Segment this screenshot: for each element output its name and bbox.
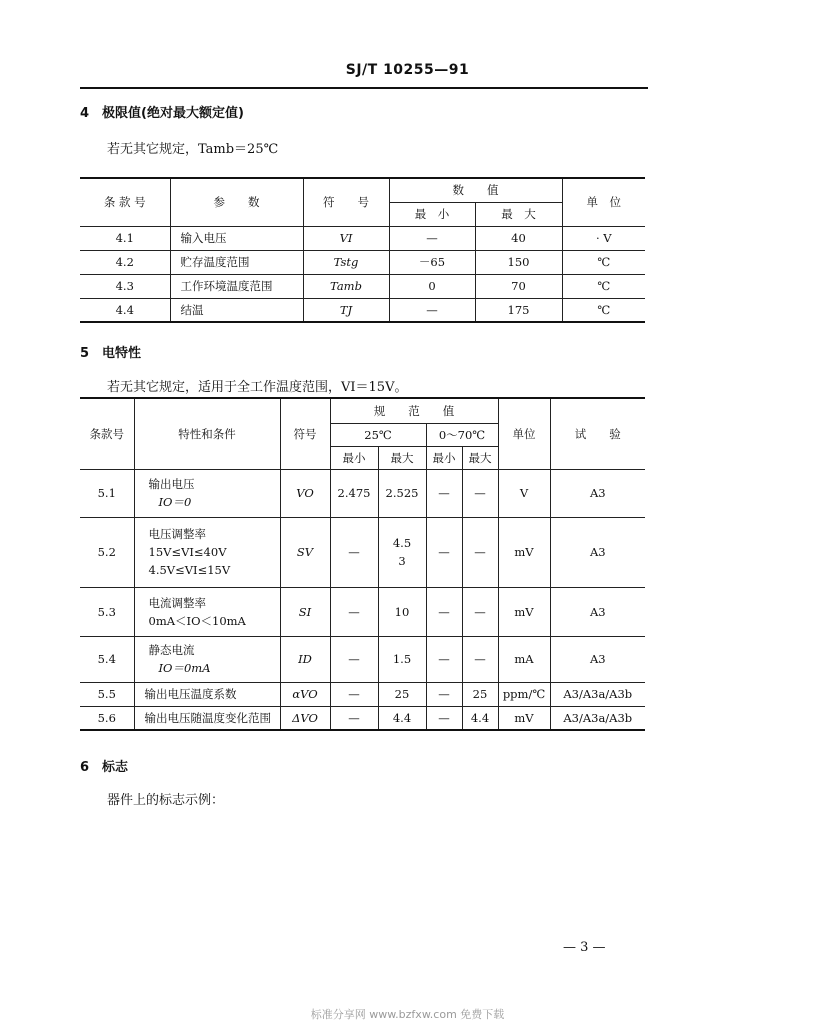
table-row xyxy=(80,298,645,322)
t2-cond-line: 15V≤VI≤40V xyxy=(148,545,227,559)
electrical-characteristics-table xyxy=(80,397,645,731)
t1-min: －65 xyxy=(389,250,475,274)
t1-header-clause: 条 款 号 xyxy=(80,178,170,226)
t2-unit: mV xyxy=(498,517,550,587)
t2-cond-name: 电压调整率 xyxy=(148,527,206,541)
table-row xyxy=(80,250,645,274)
t2-maxR: — xyxy=(462,636,498,682)
t2-minR: — xyxy=(426,636,462,682)
t2-min25: — xyxy=(330,517,378,587)
t2-cond-name: 电流调整率 xyxy=(148,595,206,610)
t1-max: 150 xyxy=(475,250,562,274)
t2-header-unit: 单位 xyxy=(498,398,550,469)
t2-symbol: SI xyxy=(280,587,330,636)
t2-max25: 4.5 3 xyxy=(378,517,426,587)
t2-clause: 5.1 xyxy=(80,469,134,517)
t1-clause: 4.3 xyxy=(80,274,170,298)
t1-max: 175 xyxy=(475,298,562,322)
section-5-heading xyxy=(80,342,141,361)
t1-param: 输入电压 xyxy=(170,226,303,250)
t2-unit: mV xyxy=(498,706,550,730)
section-4-number: 4 xyxy=(80,106,90,121)
t1-min: — xyxy=(389,298,475,322)
t1-symbol: Tstg xyxy=(303,250,389,274)
t1-header-min: 最 小 xyxy=(389,202,475,226)
table-row xyxy=(80,517,645,587)
t2-test: A3 xyxy=(550,636,645,682)
section-4-title: 极限值(绝对最大额定值) xyxy=(102,106,244,121)
t2-header-max-25: 最大 xyxy=(378,446,426,469)
t2-max25: 10 xyxy=(378,587,426,636)
t2-minR: — xyxy=(426,469,462,517)
t2-min25: — xyxy=(330,682,378,706)
document-code: SJ/T 10255—91 xyxy=(345,62,470,78)
table-row xyxy=(80,469,645,517)
t2-unit: V xyxy=(498,469,550,517)
t2-condition xyxy=(134,636,280,682)
t2-cond-name: 输出电压温度系数 xyxy=(134,682,280,706)
section-5-condition: 若无其它规定，适用于全工作温度范围，VI＝15V。 xyxy=(107,380,408,395)
t1-param: 贮存温度范围 xyxy=(170,250,303,274)
t1-header-max: 最 大 xyxy=(475,202,562,226)
t2-cond-name: 输出电压 xyxy=(148,477,195,491)
table-row xyxy=(80,226,645,250)
t2-header-25c: 25℃ xyxy=(330,423,426,446)
t2-maxR: — xyxy=(462,587,498,636)
t1-max: 70 xyxy=(475,274,562,298)
t1-unit: ℃ xyxy=(562,274,645,298)
section-6-number: 6 xyxy=(80,760,90,775)
t2-symbol: αVO xyxy=(280,682,330,706)
t2-clause: 5.3 xyxy=(80,587,134,636)
t2-max25: 1.5 xyxy=(378,636,426,682)
t2-cond-line: IO＝0mA xyxy=(158,661,211,675)
table-row xyxy=(80,636,645,682)
t2-unit: mA xyxy=(498,636,550,682)
t2-cond-line: 0mA＜IO＜10mA xyxy=(148,613,246,628)
t1-max: 40 xyxy=(475,226,562,250)
t2-cond-name: 输出电压随温度变化范围 xyxy=(134,706,280,730)
t2-test: A3/A3a/A3b xyxy=(550,682,645,706)
t2-header-min-range: 最小 xyxy=(426,446,462,469)
t2-min25: 2.475 xyxy=(330,469,378,517)
t2-condition xyxy=(134,587,280,636)
t2-test: A3 xyxy=(550,469,645,517)
t2-minR: — xyxy=(426,587,462,636)
t2-symbol: ID xyxy=(280,636,330,682)
t2-header-spec: 规 范 值 xyxy=(330,398,498,423)
t2-unit: mV xyxy=(498,587,550,636)
t2-cond-line: IO＝0 xyxy=(158,495,192,509)
t1-min: — xyxy=(389,226,475,250)
t2-header-min-25: 最小 xyxy=(330,446,378,469)
t2-cond-name: 静态电流 xyxy=(148,643,195,657)
t1-unit: ℃ xyxy=(562,250,645,274)
t2-minR: — xyxy=(426,517,462,587)
t1-header-unit: 单 位 xyxy=(562,178,645,226)
t1-clause: 4.1 xyxy=(80,226,170,250)
t1-header-param: 参 数 xyxy=(170,178,303,226)
t2-maxR: — xyxy=(462,517,498,587)
t2-test: A3/A3a/A3b xyxy=(550,706,645,730)
t2-maxR: 4.4 xyxy=(462,706,498,730)
t1-header-symbol: 符 号 xyxy=(303,178,389,226)
limit-values-table xyxy=(80,177,645,323)
section-6-heading xyxy=(80,756,128,775)
t2-max25: 4.4 xyxy=(378,706,426,730)
t2-test: A3 xyxy=(550,587,645,636)
t2-minR: — xyxy=(426,706,462,730)
t2-clause: 5.2 xyxy=(80,517,134,587)
t2-symbol: VO xyxy=(280,469,330,517)
section-6-title: 标志 xyxy=(102,760,129,775)
table-row xyxy=(80,274,645,298)
t2-max25: 25 xyxy=(378,682,426,706)
t2-min25: — xyxy=(330,636,378,682)
t2-cond-line: 4.5V≤VI≤15V xyxy=(148,563,231,577)
section-4-heading xyxy=(80,102,244,121)
table-row xyxy=(80,587,645,636)
t1-unit: ℃ xyxy=(562,298,645,322)
t1-param: 工作环境温度范围 xyxy=(170,274,303,298)
t2-minR: — xyxy=(426,682,462,706)
t1-header-value: 数 值 xyxy=(389,178,562,202)
t2-header-clause: 条款号 xyxy=(80,398,134,469)
watermark: 标准分享网 www.bzfxw.com 免费下载 xyxy=(310,1008,505,1021)
section-5-number: 5 xyxy=(80,346,90,361)
section-4-condition: 若无其它规定，Tamb＝25℃ xyxy=(107,142,279,157)
t2-condition xyxy=(134,469,280,517)
t2-maxR: 25 xyxy=(462,682,498,706)
t1-clause: 4.4 xyxy=(80,298,170,322)
section-6-text: 器件上的标志示例： xyxy=(107,793,225,808)
t2-clause: 5.4 xyxy=(80,636,134,682)
t1-min: 0 xyxy=(389,274,475,298)
page-number: — 3 — xyxy=(563,940,606,955)
header-rule xyxy=(80,87,648,89)
t1-symbol: VI xyxy=(303,226,389,250)
t2-test: A3 xyxy=(550,517,645,587)
t2-symbol: SV xyxy=(280,517,330,587)
t2-unit: ppm/℃ xyxy=(498,682,550,706)
t2-header-cond: 特性和条件 xyxy=(134,398,280,469)
t1-param: 结温 xyxy=(170,298,303,322)
t2-min25: — xyxy=(330,587,378,636)
t2-header-test: 试 验 xyxy=(550,398,645,469)
t2-clause: 5.5 xyxy=(80,682,134,706)
t1-clause: 4.2 xyxy=(80,250,170,274)
t2-header-symbol: 符号 xyxy=(280,398,330,469)
t2-min25: — xyxy=(330,706,378,730)
t2-condition xyxy=(134,517,280,587)
table-row xyxy=(80,706,645,730)
t2-maxR: — xyxy=(462,469,498,517)
t1-unit: · V xyxy=(562,226,645,250)
t2-max25: 2.525 xyxy=(378,469,426,517)
t2-symbol: ΔVO xyxy=(280,706,330,730)
t2-clause: 5.6 xyxy=(80,706,134,730)
table-row xyxy=(80,682,645,706)
t2-header-max-range: 最大 xyxy=(462,446,498,469)
t2-header-range: 0～70℃ xyxy=(426,423,498,446)
t1-symbol: Tamb xyxy=(303,274,389,298)
t1-symbol: TJ xyxy=(303,298,389,322)
section-5-title: 电特性 xyxy=(102,346,142,361)
